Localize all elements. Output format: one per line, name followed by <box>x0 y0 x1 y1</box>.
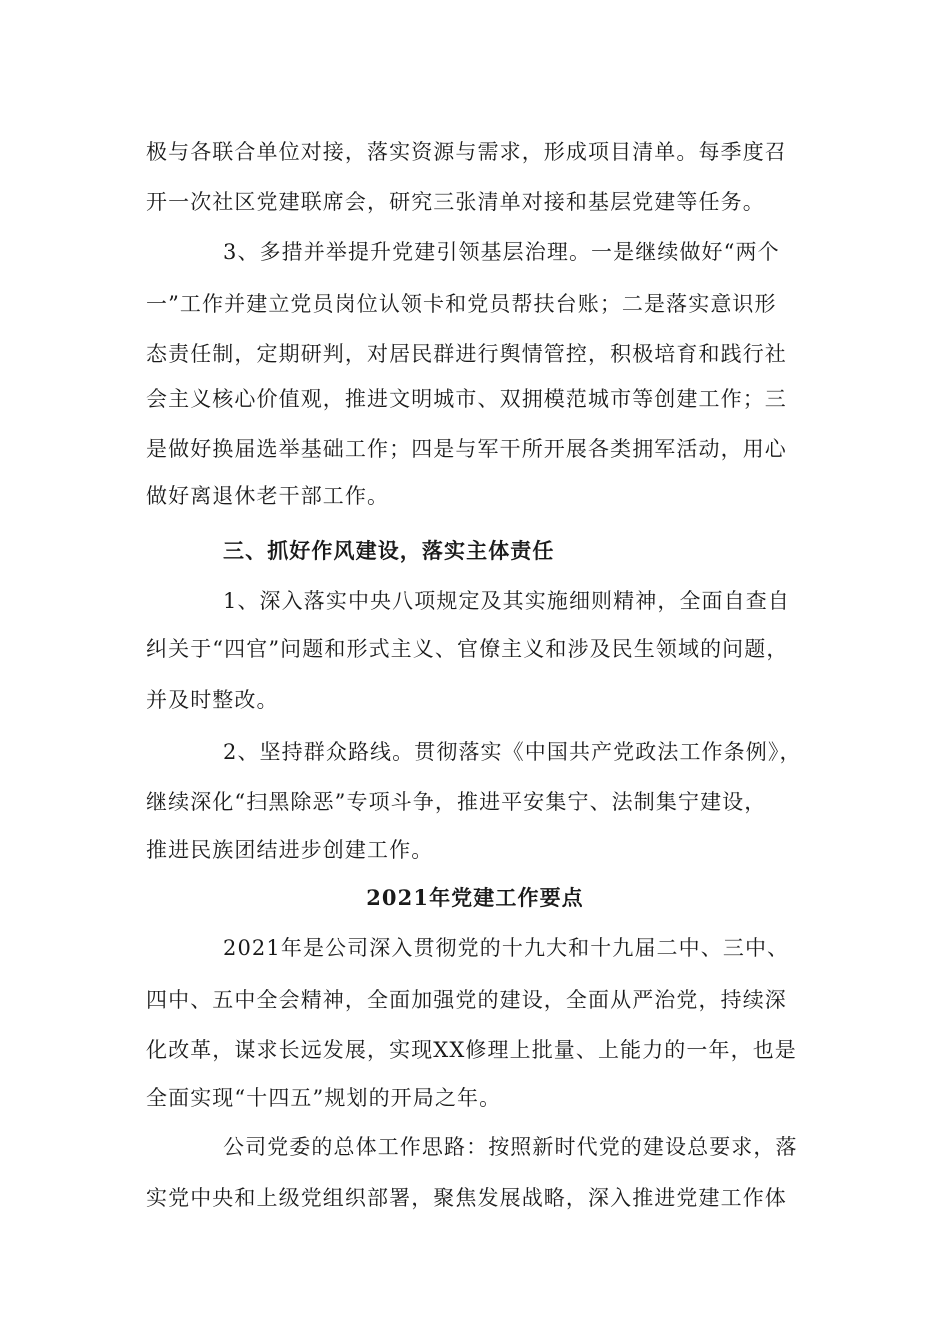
paragraph-line: 并及时整改。 <box>146 688 279 712</box>
section-heading: 三、抓好作风建设，落实主体责任 <box>223 538 555 563</box>
paragraph-line: 态责任制，定期研判，对居民群进行舆情管控，积极培育和践行社 <box>146 342 787 366</box>
paragraph-line: 极与各联合单位对接，落实资源与需求，形成项目清单。每季度召 <box>146 140 787 164</box>
paragraph-line: 会主义核心价值观，推进文明城市、双拥模范城市等创建工作；三 <box>146 387 787 411</box>
paragraph-line: 公司党委的总体工作思路：按照新时代党的建设总要求，落 <box>223 1135 798 1159</box>
paragraph-line: 全面实现“十四五”规划的开局之年。 <box>146 1086 502 1110</box>
paragraph-line: 2021年是公司深入贯彻党的十九大和十九届二中、三中、 <box>223 936 790 960</box>
paragraph-line: 实党中央和上级党组织部署，聚焦发展战略，深入推进党建工作体 <box>146 1186 787 1210</box>
paragraph-line: 2、坚持群众路线。贯彻落实《中国共产党政法工作条例》， <box>223 740 802 764</box>
paragraph-line: 化改革，谋求长远发展，实现XX修理上批量、上能力的一年，也是 <box>146 1038 797 1062</box>
paragraph-line: 1、深入落实中央八项规定及其实施细则精神，全面自查自 <box>223 589 790 613</box>
paragraph-line: 是做好换届选举基础工作；四是与军干所开展各类拥军活动，用心 <box>146 437 787 461</box>
paragraph-line: 开一次社区党建联席会，研究三张清单对接和基层党建等任务。 <box>146 190 765 214</box>
paragraph-line: 继续深化“扫黑除恶”专项斗争，推进平安集宁、法制集宁建设， <box>146 790 767 814</box>
paragraph-line: 做好离退休老干部工作。 <box>146 484 390 508</box>
document-title: 2021年党建工作要点 <box>366 885 584 910</box>
paragraph-line: 推进民族团结进步创建工作。 <box>146 838 434 862</box>
paragraph-line: 一”工作并建立党员岗位认领卡和党员帮扶台账；二是落实意识形 <box>146 292 777 316</box>
paragraph-line: 3、多措并举提升党建引领基层治理。一是继续做好“两个 <box>223 240 780 264</box>
paragraph-line: 纠关于“四官”问题和形式主义、官僚主义和涉及民生领域的问题， <box>146 637 789 661</box>
paragraph-line: 四中、五中全会精神，全面加强党的建设，全面从严治党，持续深 <box>146 988 787 1012</box>
